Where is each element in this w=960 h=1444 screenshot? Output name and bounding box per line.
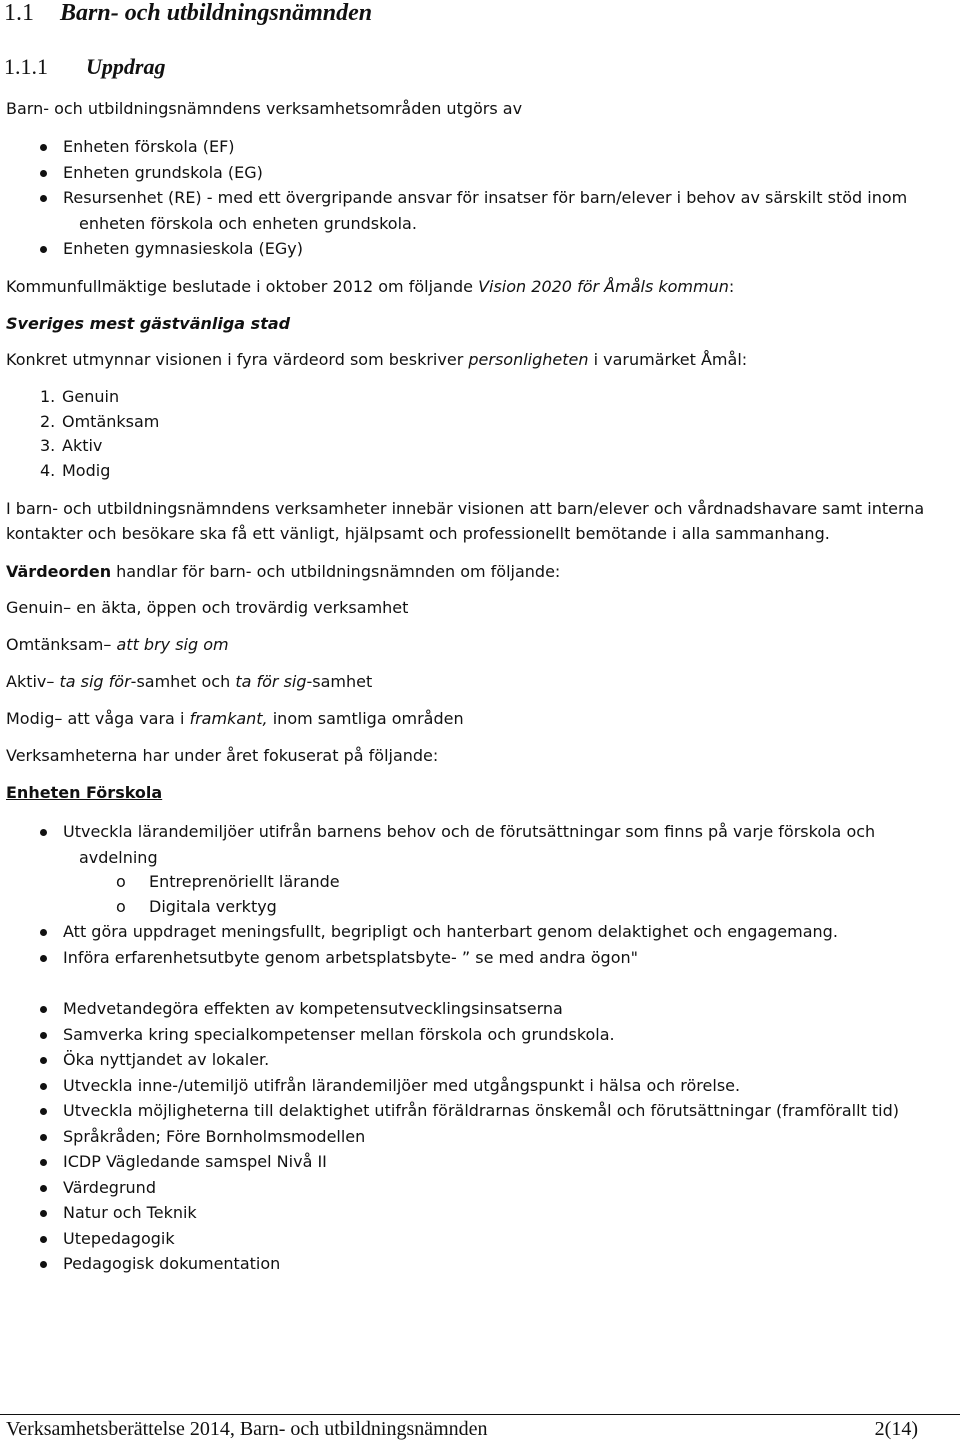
vision-intro-paragraph [6,275,734,299]
vision-intro-text: Kommunfullmäktige beslutade i oktober 2012 om följande [6,277,479,296]
list-item: Enheten förskola (EF) [0,134,907,160]
value-modig: Modig– att våga vara i framkant, inom samtliga områden [6,709,464,728]
list-item: Språkråden; Före Bornholmsmodellen [0,1124,899,1150]
list-item-text: Resursenhet (RE) - med ett övergripande ansvar för insatser för barn/elever i behov av särskilt stöd inom [63,188,908,207]
list-item: Öka nyttjandet av lokaler. [0,1047,899,1073]
concrete-paragraph [6,348,747,372]
vision-slogan: Sveriges mest gästvänliga stad [6,314,291,333]
list-item: Natur och Teknik [0,1200,899,1226]
list-item: 1. Genuin [40,387,120,406]
focus-intro-paragraph: Verksamheterna har under året fokuserat på följande: [6,746,439,765]
list-item: Utveckla lärandemiljöer utifrån barnens behov och de förutsättningar som finns på varje förskola och avdelning [0,819,875,870]
concrete-end: i varumärket Åmål: [588,350,748,369]
heading-1-title: Barn- och utbildningsnämnden [60,0,373,26]
vision-intro-end: : [728,277,735,296]
list-item: Utveckla inne-/utemiljö utifrån lärandemiljöer med utgångspunkt i hälsa och rörelse. [0,1073,899,1099]
list-item [0,185,907,236]
list-item-continuation: enheten förskola och enheten grundskola. [79,213,417,233]
sublist-item: o Entreprenöriellt lärande [0,869,340,894]
value-genuin: Genuin– en äkta, öppen och trovärdig verksamhet [6,598,409,617]
list-item: Utepedagogik [0,1226,899,1252]
value-omtanksam: Omtänksam– att bry sig om [6,635,229,654]
value-aktiv: Aktiv– ta sig för-samhet och ta för sig-samhet [6,672,373,691]
sublist-item: o Digitala verktyg [0,894,340,919]
list-item: Samverka kring specialkompetenser mellan förskola och grundskola. [0,1022,899,1048]
list-item: Införa erfarenhetsutbyte genom arbetsplatsbyte- ” se med andra ögon" [0,945,838,971]
footer-divider [0,1414,960,1415]
heading-1-number: 1.1 [4,0,34,26]
focus-sublist [0,869,340,919]
section-heading-1 [4,0,372,27]
focus-list-a [0,819,875,870]
list-item: Medvetandegöra effekten av kompetensutvecklingsinsatserna [0,996,899,1022]
list-item: Pedagogisk dokumentation [0,1251,899,1277]
list-item: Utveckla möjligheterna till delaktighet utifrån föräldrarnas önskemål och förutsättningar (framförallt tid) [0,1098,899,1124]
concrete-italic: personligheten [468,350,589,369]
focus-list-a-cont [0,919,838,970]
focus-list-b [0,996,899,1277]
list-item: 4. Modig [40,461,111,481]
section-heading-2 [4,54,165,80]
list-item: Enheten gymnasieskola (EGy) [0,236,907,262]
values-intro-paragraph [6,560,560,584]
list-item: 3. Aktiv [40,436,103,456]
vision-paragraph: I barn- och utbildningsnämndens verksamheter innebär visionen att barn/elever och vårdnadshavare samt interna kontakter och besökare ska få ett vänligt, hjälpsamt och professionellt bemötande i alla sammanhang. [6,499,925,543]
list-item: Enheten grundskola (EG) [0,160,907,186]
intro-paragraph: Barn- och utbildningsnämndens verksamhetsområden utgörs av [6,99,523,118]
list-item: Att göra uppdraget meningsfullt, begripligt och hanterbart genom delaktighet och engagemang. [0,919,838,945]
section-title-forskola: Enheten Förskola [6,783,163,802]
concrete-text: Konkret utmynnar visionen i fyra värdeord som beskriver [6,350,469,369]
list-item: Värdegrund [0,1175,899,1201]
vision-title: Vision 2020 för Åmåls kommun [478,277,729,296]
footer-page-number: 2(14) [874,1418,918,1440]
footer-title: Verksamhetsberättelse 2014, Barn- och utbildningsnämnden [6,1418,488,1440]
values-intro-bold: Värdeorden [6,562,112,581]
heading-2-number: 1.1.1 [4,54,48,79]
units-list [0,134,907,262]
values-intro-text: handlar för barn- och utbildningsnämnden om följande: [111,562,561,581]
list-item: ICDP Vägledande samspel Nivå II [0,1149,899,1175]
heading-2-title: Uppdrag [86,54,166,79]
values-list [40,385,159,484]
list-item: 2. Omtänksam [40,411,160,431]
